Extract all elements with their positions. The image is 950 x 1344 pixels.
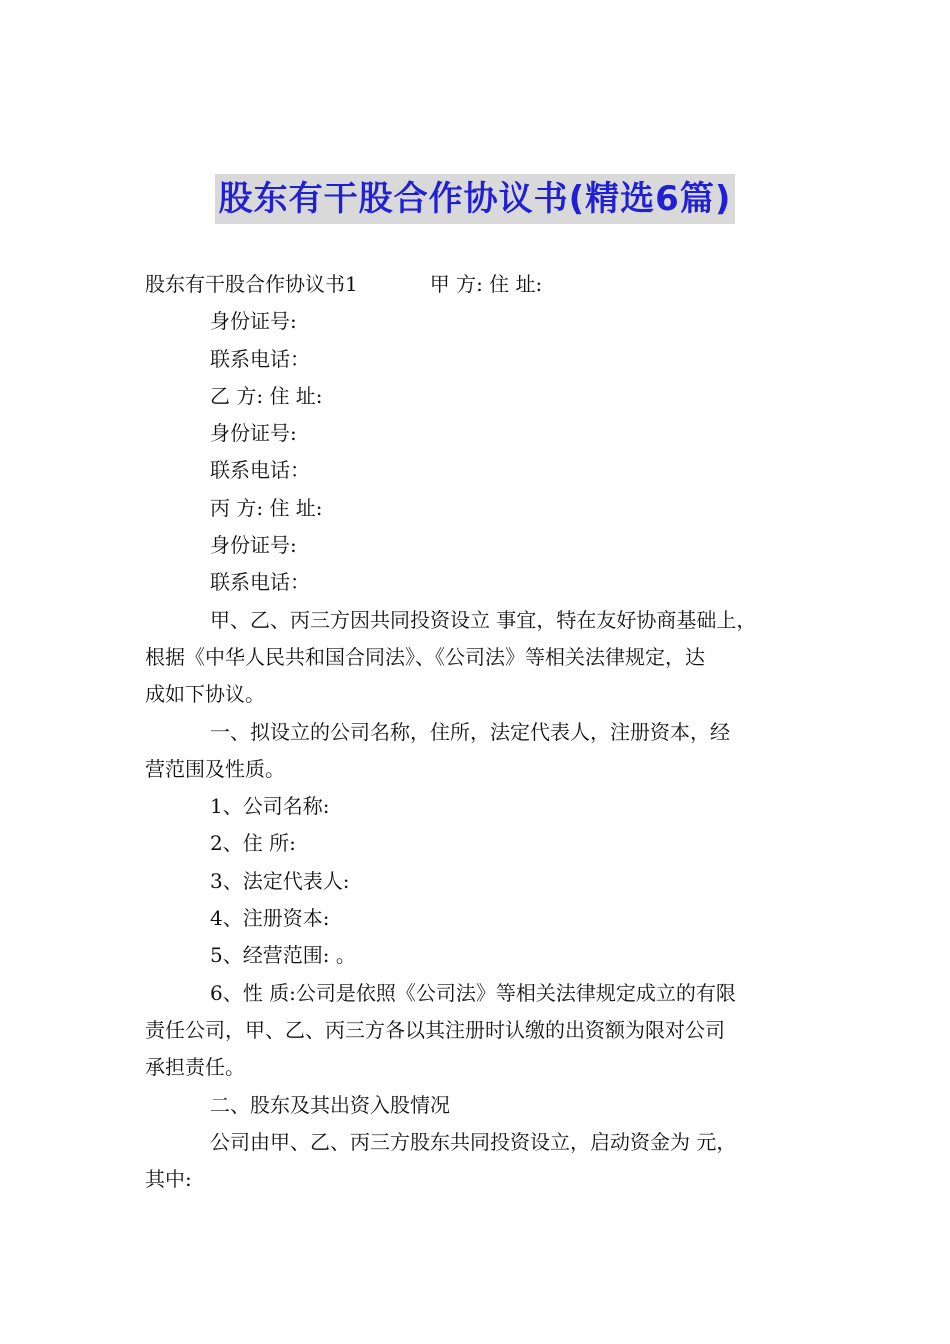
clause-heading-2: 二、股东及其出资入股情况	[210, 1092, 450, 1117]
document-body	[145, 266, 810, 1198]
paragraph-line: 营范围及性质。	[145, 756, 285, 781]
scope-item: 5、经营范围: 。	[210, 943, 356, 968]
paragraph-line: 公司由甲、乙、丙三方股东共同投资设立，启动资金为 元，	[210, 1129, 737, 1154]
paragraph-line: 根据《中华人民共和国合同法》、《公司法》等相关法律规定，达	[145, 644, 705, 669]
party-b-address: 乙 方: 住 址:	[210, 383, 323, 408]
party-a-line	[145, 266, 810, 303]
party-b-id: 身份证号:	[210, 421, 297, 446]
title-container	[0, 174, 950, 224]
paragraph-line: 成如下协议。	[145, 682, 265, 707]
paragraph-line: 其中:	[145, 1167, 192, 1192]
address-item: 2、住 所:	[210, 831, 296, 856]
party-c-id: 身份证号:	[210, 533, 297, 558]
legal-rep-item: 3、法定代表人:	[210, 868, 350, 893]
nature-item: 6、性 质:公司是依照《公司法》等相关法律规定成立的有限	[210, 980, 736, 1005]
document-title: 股东有干股合作协议书(精选6篇)	[215, 174, 736, 224]
paragraph-line: 承担责任。	[145, 1055, 245, 1080]
party-a-id: 身份证号:	[210, 309, 297, 334]
clause-heading-1: 一、拟设立的公司名称，住所，法定代表人，注册资本，经	[210, 719, 730, 744]
paragraph-line: 责任公司，甲、乙、丙三方各以其注册时认缴的出资额为限对公司	[145, 1017, 725, 1042]
party-a-address: 甲 方: 住 址:	[429, 272, 543, 296]
party-a-phone: 联系电话：	[210, 346, 310, 371]
company-name-item: 1、公司名称:	[210, 794, 330, 819]
capital-item: 4、注册资本:	[210, 906, 330, 931]
party-b-phone: 联系电话：	[210, 458, 310, 483]
party-c-phone: 联系电话：	[210, 570, 310, 595]
paragraph-line: 甲、乙、丙三方因共同投资设立 事宜，特在友好协商基础上，	[210, 607, 757, 632]
section-heading-1: 股东有干股合作协议书1	[145, 272, 358, 296]
party-c-address: 丙 方: 住 址:	[210, 495, 323, 520]
